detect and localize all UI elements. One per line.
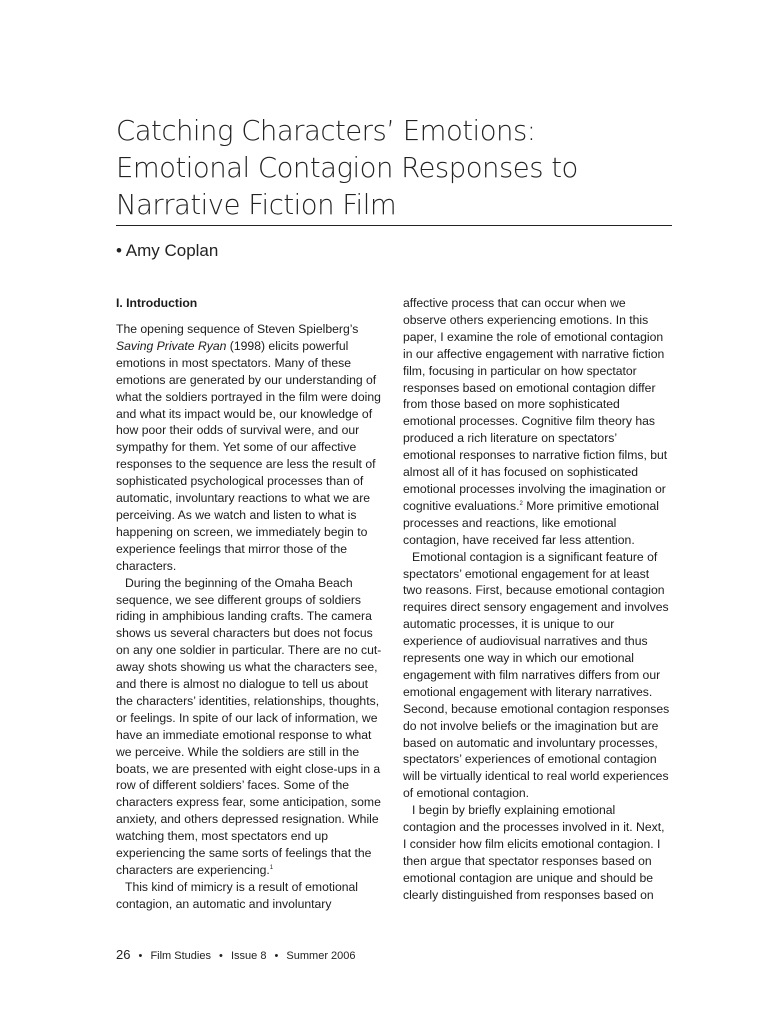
film-title: Saving Private Ryan [116,338,227,353]
section-heading: I. Introduction [116,296,198,310]
title-line: Narrative Fiction Film [116,189,397,221]
author-name: • Amy Coplan [116,241,219,260]
page-number: 26 [116,947,131,962]
text-run: affective process that can occur when we observe others experiencing emotions. In this paper, I examine the role of emotional contagion in our affective engagement with narrative fiction film, focusing in particular on how spectator responses based on emotional contagion differ from those based on more sophisticated emotional processes. Cognitive film theory has produced a rich literature on spectators’ emotional responses to narrative fiction films, but almost all of it has focused on sophisticated emotional processes involving the imagination or cognitive evaluations. [403,296,668,513]
issue-season: Summer 2006 [286,950,356,962]
page-footer [116,947,356,962]
paragraph [403,295,671,549]
text-run: During the beginning of the Omaha Beach sequence, we see different groups of soldiers riding in amphibious landing crafts. The camera shows us several characters but does not focus on any one soldier in particular. There are no cut-away shots showing us what the characters see, and there is almost no dialogue to tell us about the characters’ identities, relationships, thoughts, or feelings. In spite of our lack of information, we have an immediate emotional response to what we perceive. While the soldiers are still in the boats, we are presented with eight close-ups in a row of different soldiers’ faces. Some of the characters express fear, some anticipation, some anxiety, and others depressed resignation. While watching them, most spectators end up experiencing the same sorts of feelings that the characters are experiencing. [116,575,382,877]
footnote-ref[interactable]: 1 [269,865,274,871]
title-line: Catching Characters’ Emotions: [116,115,536,147]
text-run: The opening sequence of Steven Spielberg’s [116,322,359,336]
journal-name: Film Studies [150,950,211,962]
paragraph [116,575,384,879]
paragraph: This kind of mimicry is a result of emotional contagion, an automatic and involuntary [116,879,358,911]
paragraph: I begin by briefly explaining emotional contagion and the processes involved in it. Next, I consider how film elicits emotional contagion. I then argue that spectator responses based on emotional contagion are unique and should be clearly distinguished from responses based on [403,803,665,902]
title-line: Emotional Contagion Responses to [116,152,578,184]
text-run: More primitive emotional processes and reactions, like emotional contagion, have received far less attention. [403,498,660,547]
issue-number: Issue 8 [230,950,267,962]
text-run: (1998) elicits powerful emotions in most spectators. Many of these emotions are generated by our understanding of what the soldiers portrayed in the film were doing and what its impact would be, our knowledge of how poor their odds of survival were, and our sympathy for them. Yet some of our affective responses to the sequence are less the result of sophisticated psychological processes than of automatic, involuntary reactions to what we are perceiving. As we watch and listen to what is happening on screen, we immediately begin to experience feelings that mirror those of the characters. [116,338,381,573]
footnote-ref[interactable]: 2 [519,500,523,507]
right-column [403,295,671,904]
separator: • [138,950,143,962]
separator: • [219,950,223,962]
paragraph: Emotional contagion is a significant feature of spectators’ emotional engagement for at least two reasons. First, because emotional contagion requires direct sensory engagement and involves automatic processes, it is unique to our experience of audiovisual narratives and thus represents one way in which our emotional engagement with film narratives differs from our emotional engagement with literary narratives. Second, because emotional contagion responses do not involve beliefs or the imagination but are based on automatic and involuntary processes, spectators’ experiences of emotional contagion will be virtually identical to real world experiences of emotional contagion. [403,549,670,801]
title-divider [116,225,672,226]
separator: • [274,950,279,962]
left-column [116,295,384,913]
article-title [116,113,676,224]
paragraph [116,321,384,575]
